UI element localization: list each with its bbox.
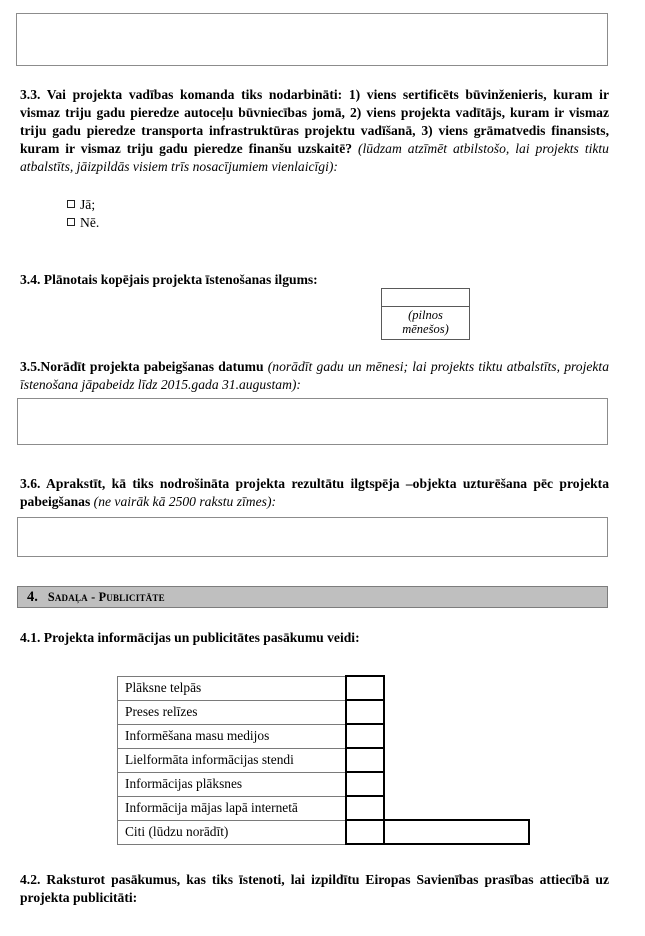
question-4-1-number: 4.1. bbox=[20, 630, 41, 645]
question-3-6-text: Aprakstīt, kā tiks nodrošināta projekta rezultātu ilgtspēja –objekta uzturēšana pēc projekta pabeigšanas bbox=[20, 476, 609, 510]
question-3-5-hint: (norādīt gadu un mēnesi; lai projekts tiktu atbalstīts, projekta īstenošana jāpabeidz līdz 2015.gada 31.augustam): bbox=[20, 359, 609, 393]
table-row bbox=[118, 724, 529, 748]
question-4-2 bbox=[20, 871, 609, 907]
checkbox-icon[interactable] bbox=[67, 218, 75, 226]
measure-label: Plāksne telpās bbox=[118, 676, 346, 700]
table-row bbox=[118, 772, 529, 796]
measure-label: Informēšana masu medijos bbox=[118, 724, 346, 748]
measure-checkbox[interactable] bbox=[346, 676, 384, 700]
measure-checkbox[interactable] bbox=[346, 772, 384, 796]
question-3-6-number: 3.6. bbox=[20, 476, 41, 491]
table-row bbox=[118, 820, 529, 844]
option-yes[interactable] bbox=[67, 196, 99, 214]
question-3-3-hint: (lūdzam atzīmēt atbilstošo, lai projekts tiktu atbalstīts, jāizpildās visiem trīs nosacījumiem vienlaicīgi): bbox=[20, 141, 609, 175]
table-row bbox=[382, 289, 470, 307]
publicity-measures-table bbox=[117, 675, 530, 845]
section-4-title: Sadaļa - Publicitāte bbox=[47, 589, 165, 604]
option-no-label: Nē. bbox=[80, 214, 100, 230]
question-4-2-text: Raksturot pasākumus, kas tiks īstenoti, lai izpildītu Eiropas Savienības prasības attiecībā uz projekta publicitāti: bbox=[20, 872, 609, 906]
table-row bbox=[382, 307, 470, 340]
section-4-number: 4. bbox=[27, 588, 38, 605]
duration-months-table bbox=[381, 288, 470, 340]
table-row bbox=[118, 700, 529, 724]
question-3-5 bbox=[20, 358, 609, 394]
spacer-cell bbox=[384, 724, 529, 748]
question-3-5-answer-box[interactable] bbox=[17, 398, 608, 445]
table-row bbox=[118, 676, 529, 700]
question-3-3-number: 3.3 bbox=[20, 87, 37, 102]
measure-checkbox[interactable] bbox=[346, 700, 384, 724]
duration-value-cell[interactable] bbox=[382, 289, 470, 307]
top-answer-box[interactable] bbox=[16, 13, 608, 66]
spacer-cell bbox=[384, 700, 529, 724]
spacer-cell bbox=[384, 676, 529, 700]
measure-checkbox[interactable] bbox=[346, 796, 384, 820]
question-4-1 bbox=[20, 629, 609, 647]
measure-checkbox-other[interactable] bbox=[346, 820, 384, 844]
spacer-cell bbox=[384, 772, 529, 796]
measure-label: Informācijas plāksnes bbox=[118, 772, 346, 796]
question-3-6-hint: (ne vairāk kā 2500 rakstu zīmes): bbox=[90, 494, 277, 510]
question-3-4 bbox=[20, 271, 350, 289]
question-3-4-text: Plānotais kopējais projekta īstenošanas ilgums: bbox=[40, 272, 318, 287]
option-no[interactable] bbox=[67, 214, 99, 232]
option-yes-label: Jā; bbox=[80, 197, 96, 212]
question-3-4-number: 3.4. bbox=[20, 272, 41, 287]
measure-checkbox[interactable] bbox=[346, 724, 384, 748]
question-3-3-options bbox=[67, 196, 99, 231]
measure-label: Preses relīzes bbox=[118, 700, 346, 724]
measure-checkbox[interactable] bbox=[346, 748, 384, 772]
duration-note-cell: (pilnos mēnešos) bbox=[382, 307, 470, 340]
question-3-3 bbox=[20, 86, 609, 176]
measure-label: Informācija mājas lapā internetā bbox=[118, 796, 346, 820]
measure-other-input[interactable] bbox=[384, 820, 529, 844]
table-row bbox=[118, 796, 529, 820]
question-4-2-number: 4.2. bbox=[20, 872, 41, 887]
question-3-6-answer-box[interactable] bbox=[17, 517, 608, 557]
measure-label: Lielformāta informācijas stendi bbox=[118, 748, 346, 772]
question-3-3-text: . Vai projekta vadības komanda tiks nodarbināti: 1) viens sertificēts būvinženieris, kuram ir vismaz triju gadu pieredze autoceļu būvniecības jomā, 2) viens projekta vadītājs, kuram ir vismaz triju gadu pieredze transporta infrastruktūras projektu vadīšanā, 3) viens grāmatvedis finansists, kuram ir vismaz triju gadu pieredze finanšu uzskaitē? bbox=[20, 87, 609, 157]
table-row bbox=[118, 748, 529, 772]
question-4-1-text: Projekta informācijas un publicitātes pasākumu veidi: bbox=[40, 630, 360, 645]
section-4-header bbox=[17, 586, 608, 608]
checkbox-icon[interactable] bbox=[67, 200, 75, 208]
question-3-5-number: 3.5. bbox=[20, 359, 41, 374]
question-3-5-text: Norādīt projekta pabeigšanas datumu bbox=[40, 359, 264, 374]
measure-label-other: Citi (lūdzu norādīt) bbox=[118, 820, 346, 844]
spacer-cell bbox=[384, 796, 529, 820]
question-3-6 bbox=[20, 475, 609, 511]
spacer-cell bbox=[384, 748, 529, 772]
